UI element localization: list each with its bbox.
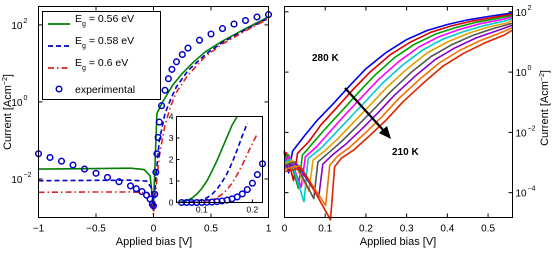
- inset-x-tick-label-base: 0.1: [195, 204, 208, 215]
- left-experimental-point: [174, 59, 180, 65]
- left-experimental-point: [169, 67, 175, 73]
- left-x-tick-label-base: −0.5: [86, 223, 106, 235]
- right-x-tick-label: [481, 224, 495, 235]
- right-x-tick-label-base: 0: [281, 223, 288, 235]
- inset-y-tick-label-base: 1: [168, 176, 174, 186]
- right-y-tick-label: [516, 68, 528, 79]
- right-y-axis-label: Current [Acm$^{-2}$]: [539, 70, 551, 146]
- right-x-axis-label: Applied bias [V]: [359, 236, 437, 248]
- left-y-tick-exponent: 2: [23, 17, 28, 25]
- inset-y-tick-label: [169, 112, 174, 122]
- inset-x-tick-label: [196, 205, 208, 215]
- right-x-tick-label: [359, 224, 373, 235]
- inset-x-tick-label-base: 0.2: [246, 204, 259, 215]
- left-experimental-point: [254, 14, 260, 20]
- inset-x-tick-label: [246, 205, 258, 215]
- left-experimental-point: [208, 31, 214, 37]
- legend-label-experimental: experimental: [75, 84, 136, 96]
- inset-y-tick-label: [169, 155, 174, 165]
- left-experimental-point: [180, 52, 186, 58]
- right-y-tick-label: [516, 128, 528, 139]
- left-y-tick-exponent: 0: [23, 94, 28, 102]
- right-x-tick-label-base: 0.4: [440, 223, 455, 235]
- left-x-tick-label: [151, 224, 157, 235]
- left-x-tick-label: [33, 224, 45, 235]
- right-temperature-curve: [285, 25, 513, 197]
- left-experimental-point: [220, 26, 226, 32]
- left-experimental-point: [134, 186, 140, 192]
- left-y-tick-label: [11, 21, 23, 32]
- right-y-tick-label: [516, 189, 528, 200]
- right-y-tick-exponent: 2: [527, 4, 532, 12]
- left-experimental-point: [166, 76, 172, 82]
- right-x-tick-label: [440, 224, 454, 235]
- inset-y-tick-label-base: 0: [168, 197, 174, 208]
- right-y-tick-label-base: 10: [515, 128, 527, 140]
- right-chart: [282, 5, 551, 248]
- left-x-tick-label: [204, 224, 218, 235]
- left-experimental-point: [59, 158, 65, 164]
- left-x-tick-label-base: 0.5: [204, 223, 218, 235]
- left-x-axis-label: Applied bias [V]: [115, 236, 193, 248]
- right-y-tick-exponent: −4: [527, 185, 536, 193]
- right-plot-series: [285, 13, 513, 220]
- right-y-tick-label: [516, 8, 528, 19]
- left-experimental-point: [70, 162, 76, 168]
- right-x-tick-label-base: 0.1: [318, 223, 333, 235]
- legend-label-eg060: $E_g = 0.6$ eV: [75, 57, 129, 72]
- right-x-tick-label: [318, 224, 332, 235]
- right-y-tick-label-base: 10: [515, 68, 527, 80]
- inset-y-tick-label: [169, 176, 174, 186]
- right-y-tick-label-base: 10: [515, 7, 527, 19]
- left-x-tick-label-base: 1: [265, 223, 272, 235]
- left-y-tick-label-base: 10: [11, 97, 23, 109]
- right-plot-frame: [285, 7, 513, 218]
- left-y-axis-label: Current [Acm$^{-2}$]: [2, 74, 14, 150]
- right-y-tick-exponent: −2: [527, 125, 536, 133]
- left-y-tick-label-base: 10: [11, 20, 23, 32]
- left-x-tick-label-base: 0: [150, 223, 157, 235]
- left-x-tick-label: [266, 224, 272, 235]
- left-x-tick-label: [86, 224, 106, 235]
- left-y-tick-exponent: −2: [23, 171, 32, 179]
- annotation-210k: 210 K: [392, 147, 419, 158]
- inset-y-tick-label-base: 3: [168, 133, 174, 143]
- left-y-tick-label: [11, 175, 23, 186]
- left-experimental-point: [185, 45, 191, 51]
- left-y-tick-label-base: 10: [11, 174, 23, 186]
- left-experimental-point: [47, 155, 53, 161]
- left-experimental-point: [105, 175, 111, 181]
- inset-y-tick-label: [169, 133, 174, 143]
- legend-label-eg058: $E_g = 0.58$ eV: [75, 35, 135, 50]
- left-experimental-point: [231, 21, 237, 27]
- left-experimental-point: [128, 183, 134, 189]
- legend-label-eg056: $E_g = 0.56$ eV: [75, 13, 135, 28]
- left-experimental-point: [93, 171, 99, 177]
- right-y-tick-exponent: 0: [527, 65, 532, 73]
- left-experimental-point: [243, 18, 249, 24]
- right-x-tick-label: [400, 224, 414, 235]
- legend: [43, 12, 161, 100]
- right-x-tick-label-base: 0.2: [358, 223, 373, 235]
- inset-y-tick-label-base: 2: [168, 154, 174, 165]
- inset-y-tick-label-base: 4: [168, 111, 174, 122]
- left-experimental-point: [197, 37, 203, 43]
- right-x-tick-label: [282, 224, 288, 235]
- left-x-tick-label-base: −1: [32, 223, 45, 235]
- right-x-tick-label-base: 0.5: [481, 223, 496, 235]
- left-experimental-point: [162, 88, 168, 94]
- annotation-280k: 280 K: [312, 53, 339, 64]
- right-x-tick-label-base: 0.3: [399, 223, 414, 235]
- right-y-tick-label-base: 10: [515, 188, 527, 200]
- inset-y-tick-label: [169, 198, 174, 208]
- left-chart: [2, 7, 272, 249]
